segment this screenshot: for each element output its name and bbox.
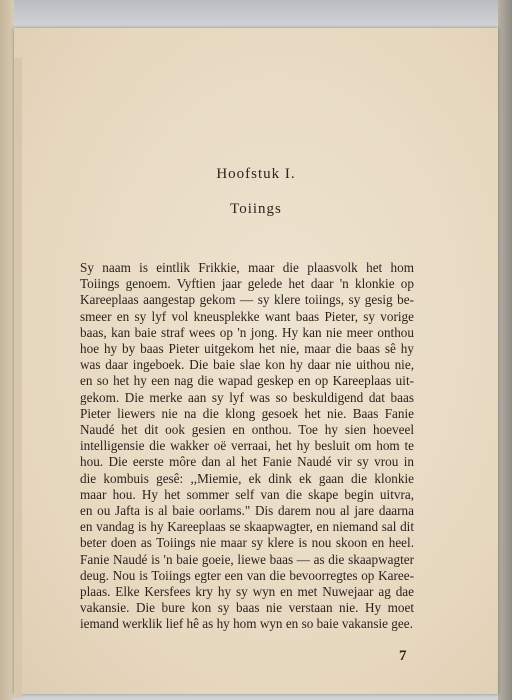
scan-background-right xyxy=(498,0,512,700)
body-line: die kombuis gesê: ,,Miemie, ek dink ek gaan die klonkie xyxy=(80,470,414,486)
chapter-title: Toiings xyxy=(230,201,282,217)
body-line: Fanie Naudé is 'n baie goeie, liewe baas — as die skaapwagter xyxy=(80,551,414,567)
body-line: was daar ingeboek. Die baie slae kon hy daar nie uithou nie, xyxy=(80,357,414,373)
book-page xyxy=(14,28,498,694)
body-line: hou. Die eerste môre dan al het Fanie Naudé vir sy vrou in xyxy=(80,454,414,470)
body-line: en vandag is hy Kareeplaas se skaapwagter, en niemand sal dit xyxy=(80,519,414,535)
body-line: Toiings genoem. Vyftien jaar gelede het daar 'n klonkie op xyxy=(80,276,414,292)
page-edge-shadow xyxy=(14,58,22,698)
body-line: vakansie. Die bure kon sy baas nie verstaan nie. Hy moet xyxy=(80,600,414,616)
chapter-heading: Hoofstuk I. xyxy=(216,166,296,182)
body-line: intelligensie die wakker oë verraai, het hy besluit om hom te xyxy=(80,438,414,454)
body-line: maar hou. Hy het sommer self van die skape begin uitvra, xyxy=(80,486,414,502)
scan-background-top xyxy=(0,0,512,30)
body-line: deug. Nou is Toiings egter een van die bevoorregtes op Karee- xyxy=(80,567,414,583)
body-line: hoe hy by baas Pieter uitgekom het nie, maar die baas sê hy xyxy=(80,341,414,357)
body-line: plaas. Elke Kersfees kry hy sy wyn en met Nuwejaar ag dae xyxy=(80,584,414,600)
body-line: smeer en sy lyf vol kneusplekke want baas Pieter, sy vorige xyxy=(80,308,414,324)
body-line: baas, kan baie straf wees op 'n jong. Hy kan nie meer onthou xyxy=(80,324,414,340)
body-line: Naudé het dit ook gesien en onthou. Toe hy sien hoeveel xyxy=(80,422,414,438)
body-text xyxy=(80,260,414,633)
body-line: beter doen as Toiings nie maar sy klere is nou skoon en heel. xyxy=(80,535,414,551)
scan-background-left xyxy=(0,0,14,700)
body-line: iemand werklik lief hê as hy hom wyn en so baie vakansie gee. xyxy=(80,616,413,632)
body-line: en so het hy een nag die wapad geskep en op Kareeplaas uit- xyxy=(80,373,414,389)
body-line: Kareeplaas aangestap gekom — sy klere toiings, sy gesig be- xyxy=(80,292,414,308)
body-line: Pieter liewers nie na die klong gesoek het nie. Baas Fanie xyxy=(80,405,414,421)
body-line: Sy naam is eintlik Frikkie, maar die plaasvolk het hom xyxy=(80,260,414,275)
body-line: gekom. Die merke aan sy lyf was so beskuldigend dat baas xyxy=(80,389,414,405)
page-number: 7 xyxy=(399,648,407,664)
body-line: en ou Jafta is al baie oorlams." Dis darem nou al jare daarna xyxy=(80,503,414,519)
